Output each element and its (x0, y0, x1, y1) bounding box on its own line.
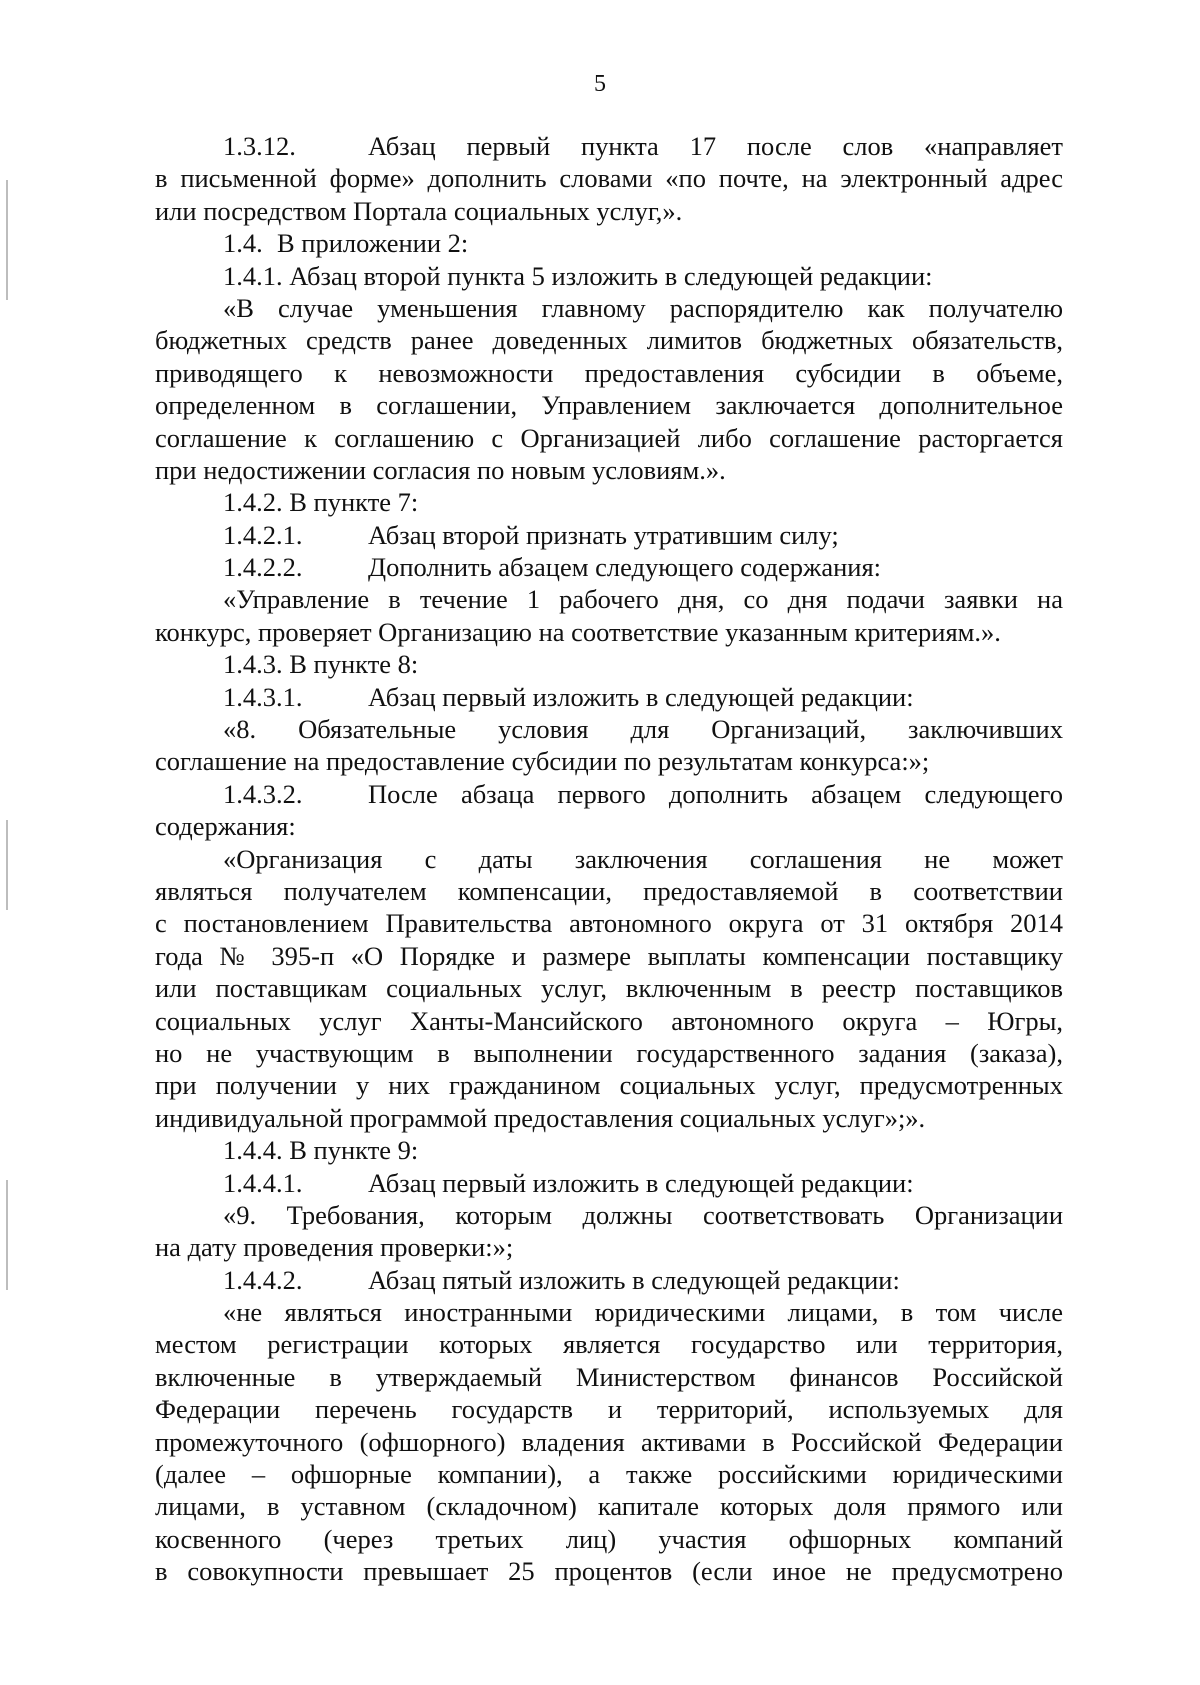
text-line: промежуточного (офшорного) владения активами в Российской Федерации (155, 1426, 1063, 1457)
paragraph-text: Дополнить абзацем следующего содержания: (368, 552, 882, 583)
text-line: конкурс, проверяет Организацию на соответствие указанным критериям.». (155, 616, 1001, 647)
text-line (155, 551, 1063, 583)
text-line: «не являться иностранными юридическими лицами, в том числе (223, 1297, 1063, 1328)
text-line: 1.4.4. В пункте 9: (223, 1135, 419, 1166)
text-line: косвенного (через третьих лиц) участия офшорных компаний (155, 1523, 1063, 1554)
scan-edge-mark (6, 1180, 8, 1290)
text-line (155, 130, 1063, 162)
text-line: «Организация с даты заключения соглашения не может (223, 843, 1063, 874)
text-line: с постановлением Правительства автономного округа от 31 октября 2014 (155, 908, 1063, 939)
item-number: 1.4.4.1. (223, 1167, 303, 1198)
text-line: при получении у них гражданином социальных услуг, предусмотренных (155, 1070, 1063, 1101)
text-line (155, 1264, 1063, 1296)
text-line: на дату проведения проверки:»; (155, 1232, 514, 1263)
text-line: или поставщикам социальных услуг, включенным в реестр поставщиков (155, 973, 1063, 1004)
text-line (155, 681, 1063, 713)
text-line: 1.4.3. В пункте 8: (223, 649, 419, 680)
item-number: 1.4.2.1. (223, 519, 303, 550)
document-body (155, 130, 1063, 1588)
item-number: 1.3.12. (223, 131, 296, 161)
text-line: «Управление в течение 1 рабочего дня, со дня подачи заявки на (223, 584, 1063, 615)
text-line: индивидуальной программой предоставления социальных услуг»;». (155, 1102, 926, 1133)
text-line (155, 227, 1063, 259)
item-number: 1.4.2.2. (223, 552, 303, 583)
text-line (155, 778, 1063, 810)
text-line: приводящего к невозможности предоставления субсидии в объеме, (155, 357, 1063, 388)
paragraph-text: Абзац второй признать утратившим силу; (368, 519, 839, 550)
item-number: 1.4.3.1. (223, 681, 303, 712)
item-number: 1.4.4.2. (223, 1264, 303, 1295)
text-line: «8. Обязательные условия для Организаций, заключивших (223, 714, 1063, 745)
paragraph-text: Абзац первый пункта 17 после слов «направляет (368, 131, 1063, 161)
scan-edge-mark (6, 820, 8, 910)
text-line: бюджетных средств ранее доведенных лимитов бюджетных обязательств, (155, 325, 1063, 356)
text-line: при недостижении согласия по новым условиям.». (155, 454, 726, 485)
text-line: «В случае уменьшения главному распорядителю как получателю (223, 292, 1063, 323)
text-line: определенном в соглашении, Управлением заключается дополнительное (155, 390, 1063, 421)
text-line: 1.4.2. В пункте 7: (223, 487, 419, 518)
paragraph-text: В приложении 2: (277, 228, 469, 259)
text-line: содержания: (155, 811, 296, 842)
text-line: года № 395-п «О Порядке и размере выплаты компенсации поставщику (155, 940, 1063, 971)
text-line: включенные в утверждаемый Министерством финансов Российской (155, 1361, 1063, 1392)
text-line: являться получателем компенсации, предоставляемой в соответствии (155, 875, 1063, 906)
paragraph-text: Абзац первый изложить в следующей редакции: (368, 681, 914, 712)
text-line: местом регистрации которых является государство или территория, (155, 1329, 1063, 1360)
text-line: (далее – офшорные компании), а также российскими юридическими (155, 1459, 1063, 1490)
text-line: в совокупности превышает 25 процентов (если иное не предусмотрено (155, 1556, 1063, 1587)
text-line: «9. Требования, которым должны соответствовать Организации (223, 1199, 1063, 1230)
paragraph-text: После абзаца первого дополнить абзацем следующего (368, 778, 1063, 809)
text-line: лицами, в уставном (складочном) капитале которых доля прямого или (155, 1491, 1063, 1522)
item-number: 1.4.3.2. (223, 778, 303, 809)
text-line: 1.4.1. Абзац второй пункта 5 изложить в следующей редакции: (223, 260, 933, 291)
text-line: но не участвующим в выполнении государственного задания (заказа), (155, 1037, 1063, 1068)
paragraph-text: Абзац пятый изложить в следующей редакции: (368, 1264, 900, 1295)
text-line (155, 519, 1063, 551)
text-line: соглашение к соглашению с Организацией либо соглашение расторгается (155, 422, 1063, 453)
text-line: социальных услуг Ханты-Мансийского автономного округа – Югры, (155, 1005, 1063, 1036)
text-line: Федерации перечень государств и территорий, используемых для (155, 1394, 1063, 1425)
item-number: 1.4. (223, 228, 263, 259)
text-line (155, 1167, 1063, 1199)
page-number: 5 (594, 71, 606, 97)
paragraph-text: Абзац первый изложить в следующей редакции: (368, 1167, 914, 1198)
text-line: соглашение на предоставление субсидии по результатам конкурса:»; (155, 746, 930, 777)
text-line: в письменной форме» дополнить словами «по почте, на электронный адрес (155, 163, 1063, 194)
text-line: или посредством Портала социальных услуг,». (155, 195, 683, 226)
scan-edge-mark (6, 180, 8, 300)
